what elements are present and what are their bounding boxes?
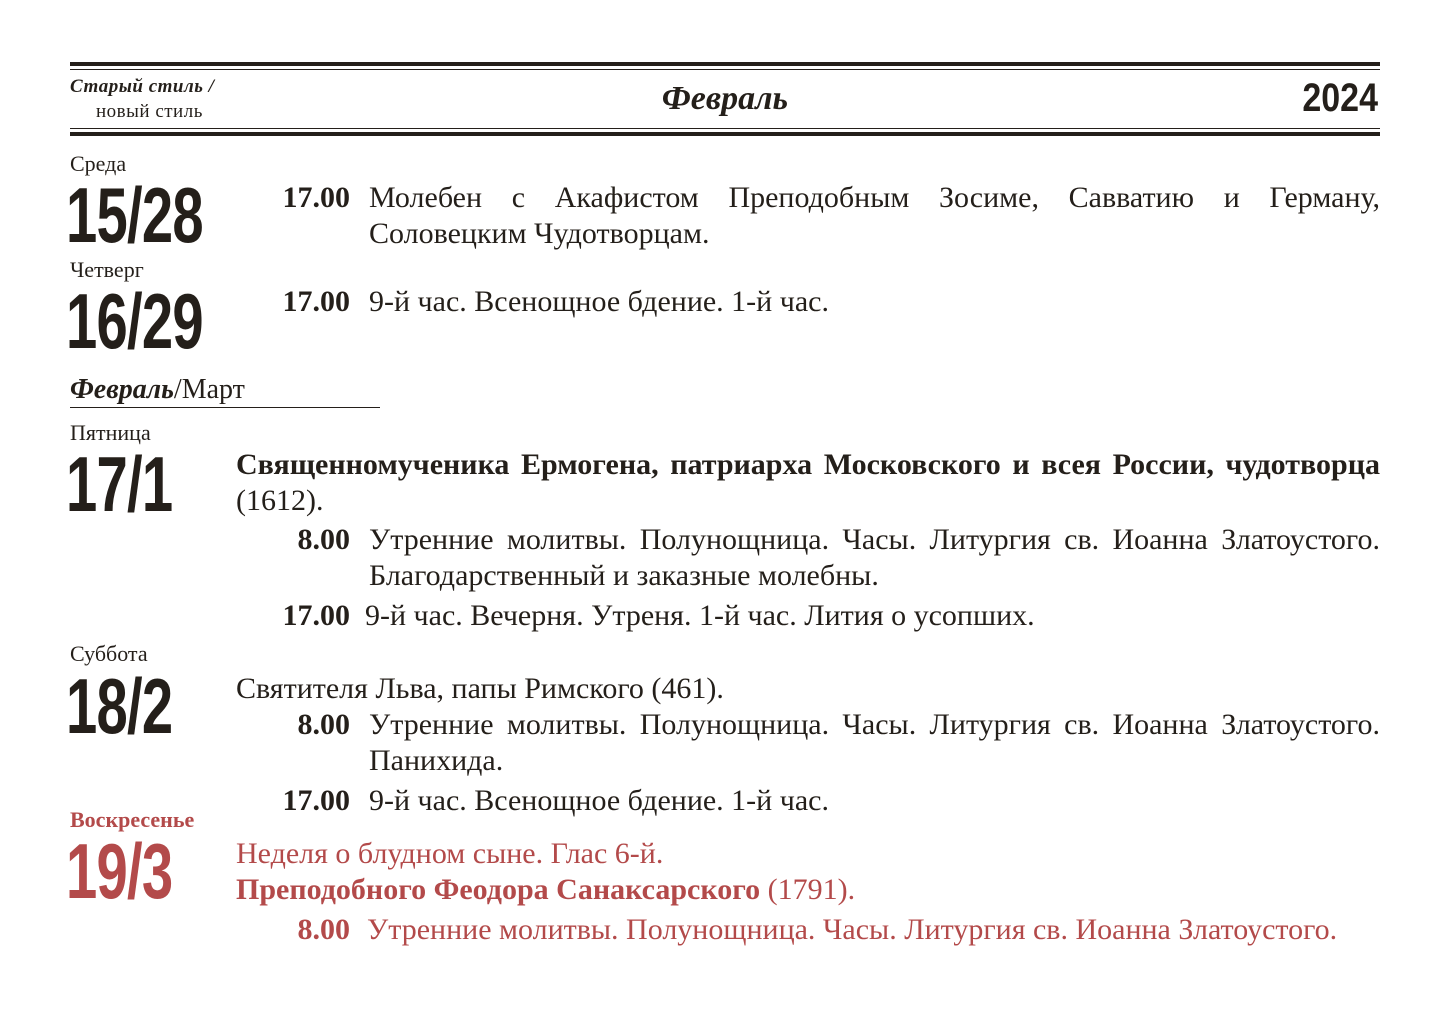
sunday-title: Неделя о блудном сыне. Глас 6-й. xyxy=(236,837,664,870)
header-bottom-rule-thin xyxy=(70,128,1380,129)
day-date: 18/2 xyxy=(66,662,173,750)
feast-title-bold: Преподобного Феодора Санаксарского xyxy=(236,873,761,906)
service-time: 8.00 xyxy=(297,708,350,741)
feast-title-bold: Священномученика Ермогена, патриарха Московского и всея России, чудотворца xyxy=(236,448,1380,481)
header-top-rule-thick xyxy=(70,62,1380,66)
feast-title xyxy=(236,447,1380,519)
service-time: 17.00 xyxy=(282,285,350,318)
weekday-label: Среда xyxy=(70,151,127,176)
service-description: Утренние молитвы. Полунощница. Часы. Литургия св. Иоанна Златоустого. xyxy=(367,913,1338,946)
service-time: 17.00 xyxy=(282,181,350,214)
service-time: 17.00 xyxy=(282,599,350,632)
year-label: 2024 xyxy=(1302,76,1378,120)
feast-title xyxy=(236,872,1380,908)
feast-year: (1612). xyxy=(236,484,324,517)
service-description: Молебен с Акафистом Преподобным Зосиме, Савватию и Герману, Соловецким Чудотворцам. xyxy=(369,181,1380,250)
weekday-label: Пятница xyxy=(70,420,151,445)
weekday-label: Четверг xyxy=(70,257,144,282)
day-date: 17/1 xyxy=(66,440,173,528)
month-divider xyxy=(70,374,245,406)
day-date-sunday: 19/3 xyxy=(66,827,173,915)
new-style-label: новый стиль xyxy=(96,101,203,122)
day-date: 16/29 xyxy=(66,277,203,365)
page-title: Февраль xyxy=(661,80,789,117)
weekday-label-sunday: Воскресенье xyxy=(70,807,195,832)
service-description: Утренние молитвы. Полунощница. Часы. Литургия св. Иоанна Златоустого. Панихида. xyxy=(369,708,1380,777)
service-time: 8.00 xyxy=(297,523,350,556)
header-bottom-rule-thick xyxy=(70,132,1380,136)
month-divider-old: Февраль xyxy=(70,374,174,405)
day-date: 15/28 xyxy=(66,171,203,259)
month-divider-line xyxy=(70,407,380,408)
month-divider-slash: / xyxy=(173,374,182,405)
header-top-rule-thin xyxy=(70,69,1380,70)
weekday-label: Суббота xyxy=(70,641,148,666)
feast-title: Святителя Льва, папы Римского (461). xyxy=(236,672,724,705)
service-description: 9-й час. Всенощное бдение. 1-й час. xyxy=(369,285,829,318)
old-style-label: Старый стиль / xyxy=(70,76,215,97)
service-description: 9-й час. Вечерня. Утреня. 1-й час. Лития о усопших. xyxy=(365,599,1035,632)
month-divider-new: Март xyxy=(181,374,245,405)
service-time: 8.00 xyxy=(297,913,350,946)
feast-year: (1791). xyxy=(767,873,856,906)
service-time: 17.00 xyxy=(282,784,350,817)
service-description: 9-й час. Всенощное бдение. 1-й час. xyxy=(369,784,829,817)
service-description: Утренние молитвы. Полунощница. Часы. Литургия св. Иоанна Златоустого. Благодарственный и заказные молебны. xyxy=(369,523,1380,592)
